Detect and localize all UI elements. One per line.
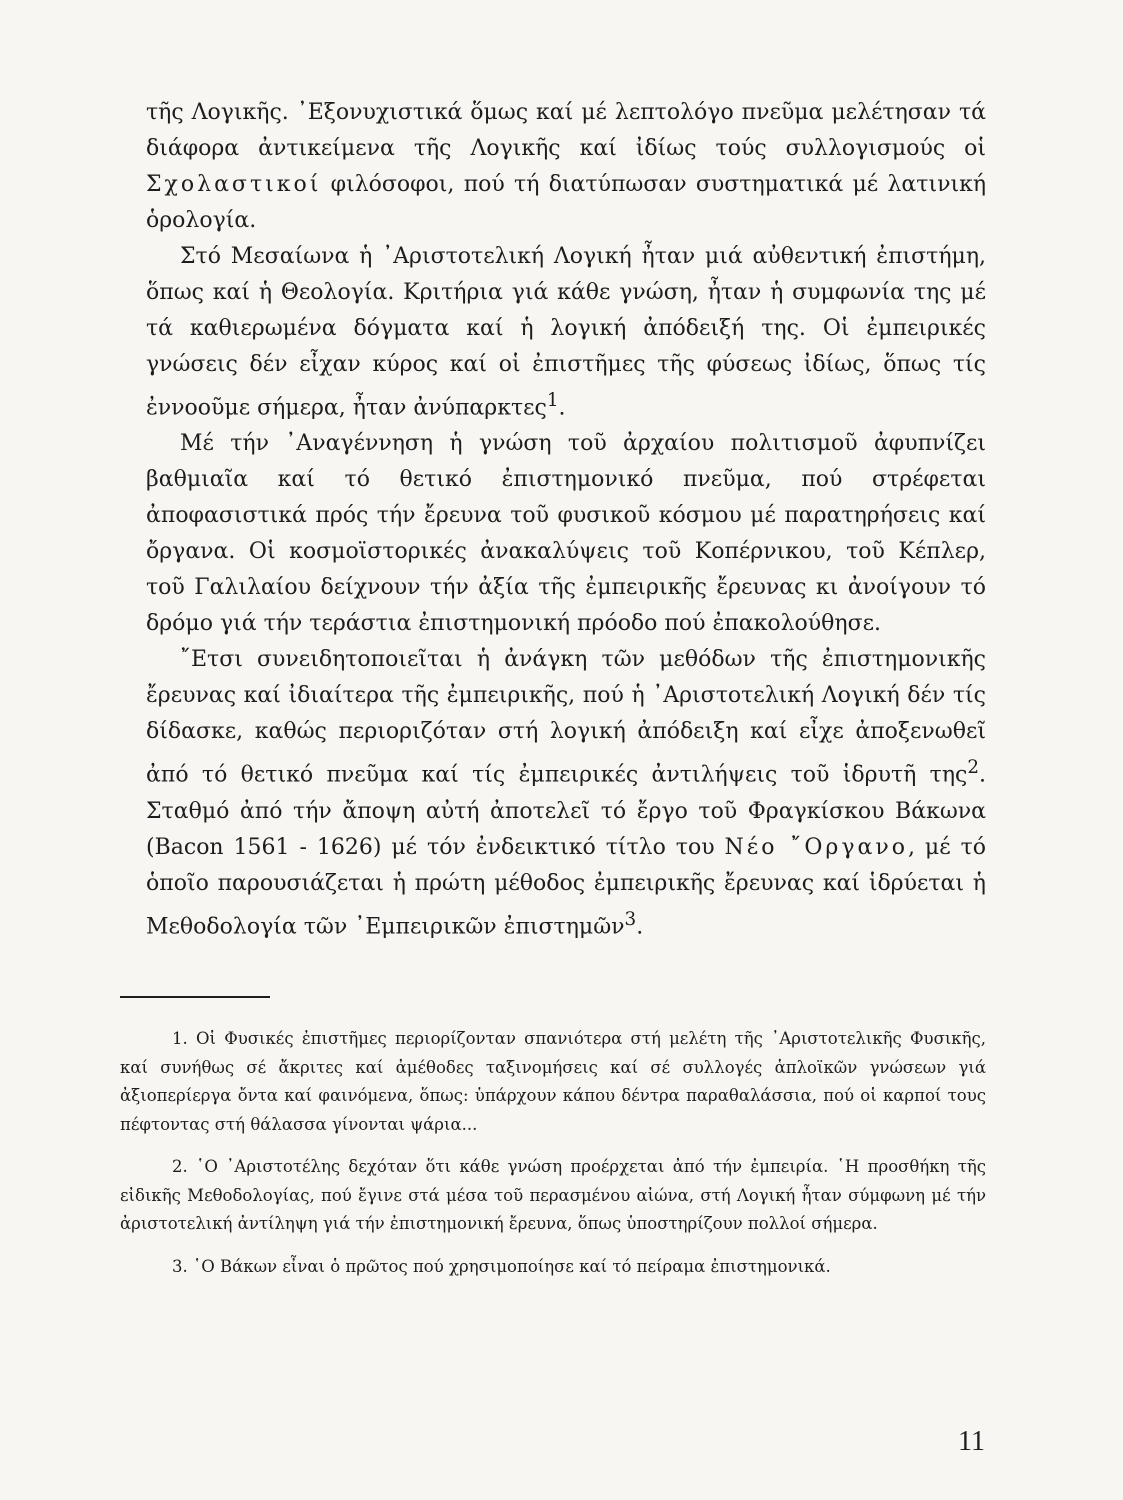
footnotes bbox=[120, 1025, 986, 1295]
paragraph-2-text-a: Στό Μεσαίωνα ἡ ᾿Αριστοτελική Λογική ἦταν μιά αὐθεντική ἐπιστήμη, ὅπως καί ἡ Θεολογία. Κριτήρια γιά κάθε γνώση, ἦταν ἡ συμφωνία της μέ τά καθιερωμένα δόγματα καί ἡ λογική ἀπόδειξή της. Οἱ ἐμπειρικές γνώσεις δέν εἶχαν κύρος καί οἱ ἐπιστῆμες τῆς φύσεως ἰδίως, ὅπως τίς ἐννοοῦμε σήμερα, ἦταν ἀνύπαρκτες bbox=[146, 244, 986, 421]
main-text bbox=[146, 95, 986, 945]
footnote-ref-2: 2 bbox=[967, 757, 979, 779]
paragraph-4-text-c: , μέ τό ὁποῖο παρουσιάζεται ἡ πρώτη μέθοδος ἐμπειρικῆς ἔρευνας καί ἱδρύεται ἡ Μεθοδολογία τῶν ᾿Εμπειρικῶν ἐπιστημῶν bbox=[146, 834, 986, 939]
paragraph-3-text: Μέ τήν ᾿Αναγέννηση ἡ γνώση τοῦ ἀρχαίου πολιτισμοῦ ἀφυπνίζει βαθμιαῖα καί τό θετικό ἐπιστημονικό πνεῦμα, πού στρέφεται ἀποφασιστικά πρός τήν ἔρευνα τοῦ φυσικοῦ κόσμου μέ παρατηρήσεις καί ὄργανα. Οἱ κοσμοϊστορικές ἀνακαλύψεις τοῦ Κοπέρνικου, τοῦ Κέπλερ, τοῦ Γαλιλαίου δείχνουν τήν ἀξία τῆς ἐμπειρικῆς ἔρευνας κι ἀνοίγουν τό δρόμο γιά τήν τεράστια ἐπιστημονική πρόοδο πού ἐπακολούθησε. bbox=[146, 431, 986, 637]
footnote-2: 2. ῾Ο ᾿Αριστοτέλης δεχόταν ὅτι κάθε γνώση προέρχεται ἀπό τήν ἐμπειρία. ῾Η προσθήκη τῆς εἰδικῆς Μεθοδολογίας, πού ἔγινε στά μέσα τοῦ περασμένου αἰώνα, στή Λογική ἦταν σύμφωνη μέ τήν ἀριστοτελική ἀντίληψη γιά τήν ἐπιστημονική ἔρευνα, ὅπως ὑποστηρίζουν πολλοί σήμερα. bbox=[120, 1157, 986, 1233]
paragraph-1 bbox=[146, 95, 986, 239]
paragraph-1-text-a: τῆς Λογικῆς. ᾿Εξονυχιστικά ὅμως καί μέ λεπτολόγο πνεῦμα μελέτησαν τά διάφορα ἀντικείμενα τῆς Λογικῆς καί ἰδίως τούς συλλογισμούς οἱ bbox=[146, 100, 986, 161]
footnote-divider bbox=[120, 996, 270, 998]
paragraph-4 bbox=[146, 642, 986, 945]
footnote-ref-1: 1 bbox=[546, 390, 559, 411]
paragraph-3 bbox=[146, 426, 986, 642]
book-title-emphasis: Νέο ῎Οργανο bbox=[724, 834, 908, 860]
footnote-3: 3. ῾Ο Βάκων εἶναι ὁ πρῶτος πού χρησιμοποίησε καί τό πείραμα ἐπιστημονικά. bbox=[172, 1256, 831, 1276]
paragraph-2 bbox=[146, 239, 986, 426]
paragraph-2-text-b: . bbox=[558, 395, 566, 421]
footnote-1: 1. Οἱ Φυσικές ἐπιστῆμες περιορίζονταν σπανιότερα στή μελέτη τῆς ᾿Αριστοτελικῆς Φυσικῆς, καί συνήθως σέ ἄκριτες καί ἀμέθοδες ταξινομήσεις καί σέ συλλογές ἁπλοϊκῶν γνώσεων γιά ἀξιοπερίεργα ὄντα καί φαινόμενα, ὅπως: ὑπάρχουν κάπου δέντρα παραθαλάσσια, πού οἱ καρποί τους πέφτοντας στή θάλασσα γίνονται ψάρια... bbox=[120, 1029, 986, 1134]
paragraph-4-text-b: . Σταθμό ἀπό τήν ἄποψη αὐτή ἀποτελεῖ τό ἔργο τοῦ Φραγκίσκου Βάκωνα (Bacon 1561 - 1626) μέ τόν ἐνδεικτικό τίτλο του bbox=[146, 762, 986, 860]
paragraph-1-text-b: φιλόσοφοι, πού τή διατύπωσαν συστηματικά μέ λατινική ὁρολογία. bbox=[146, 172, 986, 233]
footnote-ref-3: 3 bbox=[624, 908, 637, 930]
paragraph-1-emphasis: Σχολαστικοί bbox=[146, 172, 322, 197]
paragraph-4-text-a: ῎Ετσι συνειδητοποιεῖται ἡ ἀνάγκη τῶν μεθόδων τῆς ἐπιστημονικῆς ἔρευνας καί ἰδιαίτερα τῆς ἐμπειρικῆς, πού ἡ ᾿Αριστοτελική Λογική δέν τίς δίδασκε, καθώς περιοριζόταν στή λογική ἀπόδειξη καί εἶχε ἀποξενωθεῖ ἀπό τό θετικό πνεῦμα καί τίς ἐμπειρικές ἀντιλήψεις τοῦ ἱδρυτῆ της bbox=[146, 647, 986, 788]
page-number: 11 bbox=[958, 1426, 985, 1457]
paragraph-4-text-d: . bbox=[636, 913, 644, 939]
